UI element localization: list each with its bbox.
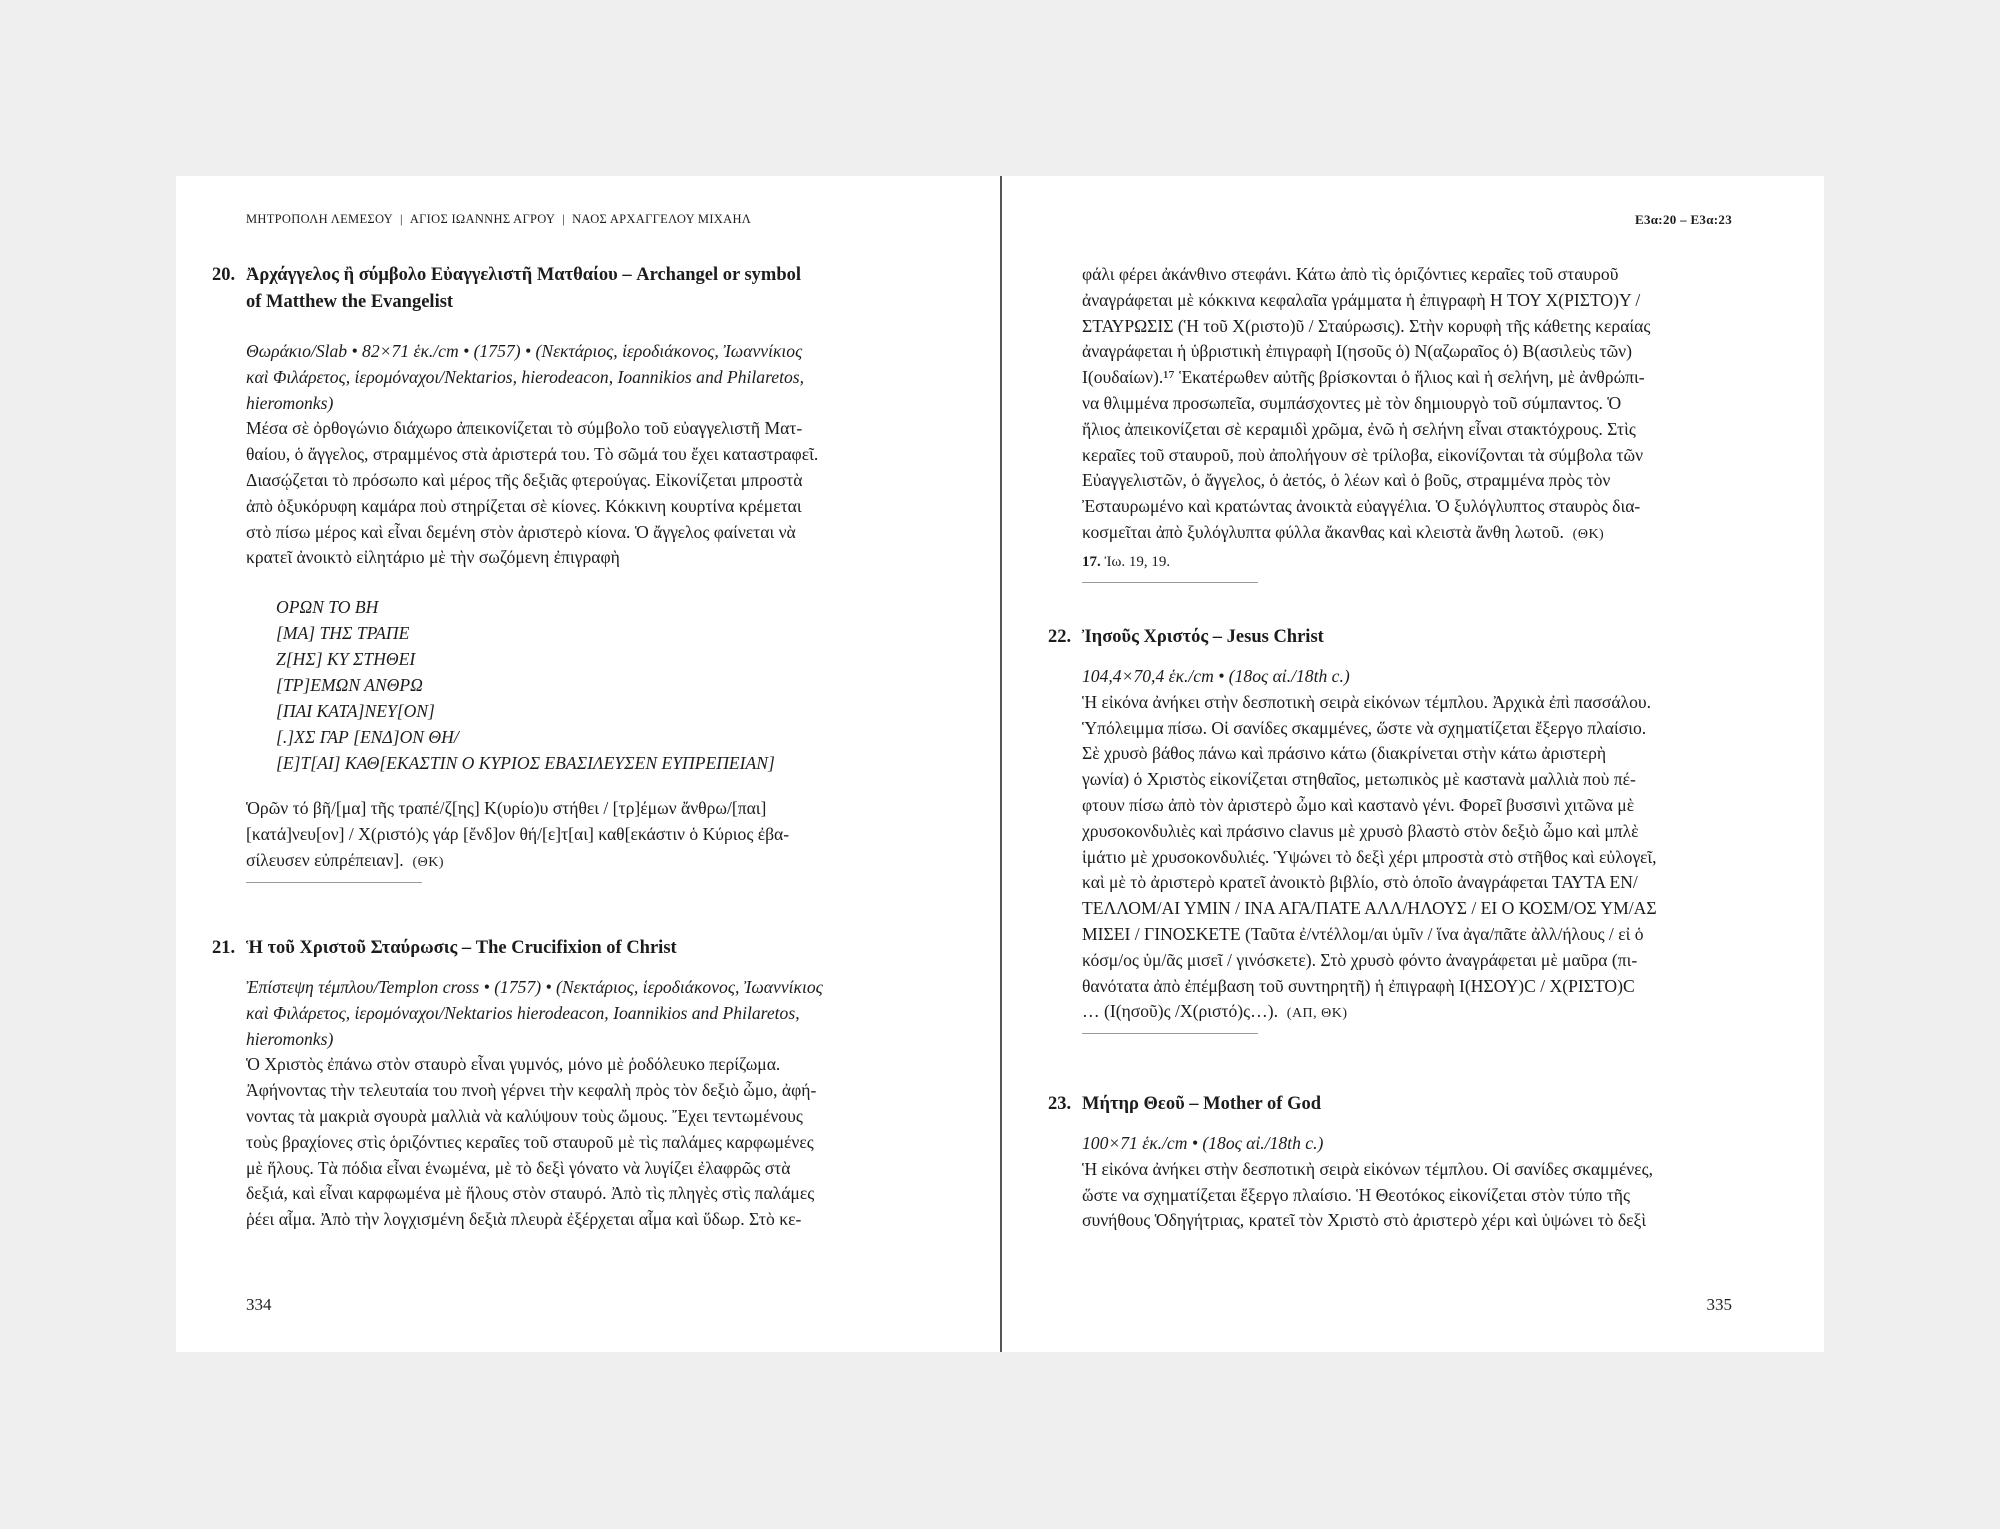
entry-body [1082, 1157, 1732, 1234]
body-line: Ἐσταυρωμένο καὶ κρατώντας ἀνοικτὰ εὐαγγέλια. Ὁ ξυλόγλυπτος σταυρὸς δια- [1082, 496, 1641, 517]
running-head-part: ΑΓΙΟΣ ΙΩΑΝΝΗΣ ΑΓΡΟΥ [409, 212, 556, 226]
body-line: καὶ μὲ τὸ ἀριστερὸ κρατεῖ ἀνοικτὸ βιβλίο, στὸ ὁποῖο ἀναγράφεται ΤΑΥΤΑ ΕΝ/ [1082, 872, 1638, 893]
footnote-text: Ἰω. 19, 19. [1104, 553, 1171, 570]
entry-number: 20. [212, 265, 236, 285]
entry-meta: 100×71 ἑκ./cm • (18ος αἰ./18th c.) [1082, 1133, 1324, 1153]
entry-number: 21. [212, 938, 236, 958]
entry-title [1048, 624, 1732, 651]
body-line: μὲ ἥλους. Τὰ πόδια εἶναι ἑνωμένα, μὲ τὸ δεξὶ γόνατο νὰ λυγίζει ἐλαφρῶς στὰ [246, 1157, 791, 1178]
reading-line: [κατά]νευ[ον] / Χ(ριστό)ς γάρ [ἔνδ]ον θή/[ε]τ[αι] καθ[εκάστιν ὁ Κύριος ἐβα- [246, 823, 790, 844]
entry-meta [246, 339, 962, 416]
body-line: ἀπὸ ὀξυκόρυφη καμάρα ποὺ στηρίζεται σὲ κίονες. Κόκκινη κουρτίνα κρέμεται [246, 495, 802, 516]
inscription-line: [ΜΑ] ΤΗΣ ΤΡΑΠΕ [276, 623, 410, 644]
body-line: δεξιά, καὶ εἶναι καρφωμένα μὲ ἥλους στὸν σταυρό. Ἀπὸ τὶς πληγὲς στὶς παλάμες [246, 1183, 815, 1204]
section-rule [1082, 1033, 1258, 1034]
right-page [1002, 176, 1824, 1352]
section-rule [246, 882, 422, 883]
author-initials: (ΑΠ, ΘΚ) [1286, 1006, 1348, 1022]
running-head-separator: | [400, 212, 403, 226]
body-line: κεραῖες τοῦ σταυροῦ, ποὺ ἀπολήγουν σὲ τρίλοβα, εἰκονίζονται τὰ σύμβολα τῶν [1082, 444, 1644, 465]
inscription-reading [246, 796, 962, 875]
footnote [1082, 550, 1732, 576]
entry-title [212, 262, 962, 316]
body-line: Ἀφήνοντας τὴν τελευταία του πνοὴ γέρνει τὴν κεφαλὴ πρὸς τὸν δεξιὸ ὦμο, ἀφή- [246, 1080, 817, 1101]
body-line: Εὐαγγελιστῶν, ὁ ἄγγελος, ὁ ἀετός, ὁ λέων καὶ ὁ βοῦς, στραμμένα πρὸς τὸν [1082, 470, 1611, 491]
page-number: 334 [246, 1295, 272, 1314]
body-line: γωνία) ὁ Χριστὸς εἰκονίζεται στηθαῖος, μετωπικὸς μὲ καστανὰ μαλλιὰ ποὺ πέ- [1082, 769, 1636, 790]
meta-line: καὶ Φιλάρετος, ἱερομόναχοι/Nektarios, hierodeacon, Ioannikios and Philaretos, [246, 366, 804, 387]
inscription-line: ΟΡΩΝ ΤΟ ΒΗ [276, 597, 379, 618]
entry-title [1048, 1091, 1732, 1118]
inscription-line: [ΤΡ]ΕΜΩΝ ΑΝΘΡΩ [276, 675, 423, 696]
body-line: Ὁ Χριστὸς ἐπάνω στὸν σταυρὸ εἶναι γυμνός, μόνο μὲ ῥοδόλευκο περίζωμα. [246, 1054, 781, 1075]
entry-21 [212, 935, 962, 1233]
entry-21-continued [1082, 262, 1732, 583]
inscription-line: Ζ[ΗΣ] ΚΥ ΣΤΗΘΕΙ [276, 649, 416, 670]
body-line: να θλιμμένα προσωπεῖα, συμπάσχοντες μὲ τὸν δημιουργὸ τοῦ σύμπαντος. Ὁ [1082, 392, 1622, 413]
body-line: Ὑπόλειμμα πίσω. Οἱ σανίδες σκαμμένες, ὥστε νὰ σχηματίζεται ἔξεργο πλαίσιο. [1082, 717, 1647, 738]
entry-title-line: Ἡ τοῦ Χριστοῦ Σταύρωσις – The Crucifixion of Christ [246, 938, 677, 958]
left-page [176, 176, 1000, 1352]
body-line: ΣΤΑΥΡΩΣΙΣ (Ἡ τοῦ Χ(ριστο)ῦ / Σταύρωσις). Στὴν κορυφὴ τῆς κάθετης κεραίας [1082, 315, 1651, 336]
footnote-number: 17. [1082, 553, 1101, 570]
running-head-right: Ε3α:20 – Ε3α:23 [1634, 212, 1732, 227]
entry-22 [1048, 624, 1732, 1034]
body-line: κοσμεῖται ἀπὸ ξυλόγλυπτα φύλλα ἄκανθας καὶ κλειστὰ ἄνθη λωτοῦ. (ΘΚ) [1082, 521, 1605, 542]
page-number: 335 [1706, 1295, 1732, 1314]
running-head-part: ΝΑΟΣ ΑΡΧΑΓΓΕΛΟΥ ΜΙΧΑΗΛ [572, 212, 752, 226]
body-line: Ἡ εἰκόνα ἀνήκει στὴν δεσποτικὴ σειρὰ εἰκόνων τέμπλου. Οἱ σανίδες σκαμμένες, [1082, 1158, 1654, 1179]
meta-line: hieromonks) [246, 392, 334, 413]
body-line: ὥστε να σχηματίζεται ἔξεργο πλαίσιο. Ἡ Θεοτόκος εἰκονίζεται στὸν τύπο τῆς [1082, 1184, 1630, 1205]
entry-body [246, 1052, 962, 1233]
body-line: χρυσοκονδυλιὲς καὶ πράσινο clavus μὲ χρυσὸ βλαστὸ στὸν δεξιὸ ὦμο καὶ μπλὲ [1082, 820, 1639, 841]
body-line: φάλι φέρει ἀκάνθινο στεφάνι. Κάτω ἀπὸ τὶς ὁριζόντιες κεραῖες τοῦ σταυροῦ [1082, 264, 1619, 284]
body-line: κόσμ/ος ὑμ/ᾶς μισεῖ / γινόσκετε). Στὸ χρυσὸ φόντο ἀναγράφεται μὲ μαῦρα (πι- [1082, 949, 1638, 970]
entry-meta [246, 975, 962, 1052]
body-line: συνήθους Ὁδηγήτριας, κρατεῖ τὸν Χριστὸ στὸ ἀριστερὸ χέρι καὶ ὑψώνει τὸ δεξὶ [1082, 1210, 1647, 1231]
entry-number: 22. [1048, 627, 1072, 647]
meta-line: Ἐπίστεψη τέμπλου/Templon cross • (1757) • (Νεκτάριος, ἱεροδιάκονος, Ἰωαννίκιος [246, 977, 823, 997]
body-line: ἀναγράφεται ἡ ὑβριστικὴ ἐπιγραφὴ Ι(ησοῦς ὁ) Ν(αζωραῖος ὁ) Β(ασιλεὺς τῶν) [1082, 341, 1632, 362]
entry-title-line: Μήτηρ Θεοῦ – Mother of God [1082, 1094, 1322, 1114]
entry-title-line: Ἀρχάγγελος ἢ σύμβολο Εὐαγγελιστῆ Ματθαίου – Archangel or symbol [246, 265, 802, 285]
body-line: τοὺς βραχίονες στὶς ὁριζόντιες κεραῖες τοῦ σταυροῦ μὲ τὶς παλάμες καρφωμένες [246, 1131, 814, 1152]
reading-line: Ὁρῶν τό βῆ/[μα] τῆς τραπέ/ζ[ης] Κ(υρίο)υ στήθει / [τρ]έμων ἄνθρω/[παι] [246, 798, 767, 819]
author-initials: (ΘΚ) [1572, 526, 1605, 542]
author-initials: (ΘΚ) [412, 854, 445, 870]
entry-title-line: of Matthew the Evangelist [246, 292, 454, 312]
body-line: … (Ι(ησοῦ)ς /Χ(ριστό)ς…). (ΑΠ, ΘΚ) [1082, 1001, 1348, 1022]
running-head-left [246, 212, 751, 227]
inscription-line: [.]ΧΣ ΓΑΡ [ΕΝΔ]ΟΝ ΘΗ/ [276, 727, 459, 748]
body-line: ΤΕΛΛΟΜ/ΑΙ ΥΜΙΝ / ΙΝΑ ΑΓΑ/ΠΑΤΕ ΑΛΛ/ΗΛΟΥΣ / ΕΙ Ο ΚΟΣΜ/ΟΣ ΥΜ/ΑΣ [1082, 898, 1657, 919]
body-line: Διασῴζεται τὸ πρόσωπο καὶ μέρος τῆς δεξιᾶς φτερούγας. Εἰκονίζεται μπροστὰ [246, 469, 803, 490]
body-line: Ἡ εἰκόνα ἀνήκει στὴν δεσποτικὴ σειρὰ εἰκόνων τέμπλου. Ἀρχικὰ ἐπὶ πασσάλου. [1082, 691, 1651, 712]
meta-line: hieromonks) [246, 1028, 334, 1049]
running-head-separator: | [562, 212, 566, 226]
entry-20 [212, 262, 962, 883]
entry-meta: 104,4×70,4 ἑκ./cm • (18ος αἰ./18th c.) [1082, 666, 1350, 686]
body-line: ἥλιος ἀπεικονίζεται σὲ κεραμιδὶ χρῶμα, ἐνῶ ἡ σελήνη εἶναι στακτόχρους. Στὶς [1082, 418, 1636, 439]
entry-title [212, 935, 962, 962]
reading-line: σίλευσεν εὐπρέπειαν]. (ΘΚ) [246, 849, 445, 870]
body-line: νοντας τὰ μακριὰ σγουρὰ μαλλιὰ νὰ καλύψουν τοὺς ὤμους. Ἔχει τεντωμένους [246, 1105, 803, 1126]
inscription-line: [ΠΑΙ ΚΑΤΑ]ΝΕΥ[ΟΝ] [276, 701, 435, 722]
body-line: Σὲ χρυσὸ βάθος πάνω καὶ πράσινο κάτω (διακρίνεται στὴν κάτω ἀριστερὴ [1082, 743, 1607, 764]
body-line: ῥέει αἷμα. Ἀπὸ τὴν λογχισμένη δεξιὰ πλευρὰ ἐξέρχεται αἷμα καὶ ὕδωρ. Στὸ κε- [246, 1209, 802, 1230]
body-line: Ι(ουδαίων).¹⁷ Ἑκατέρωθεν αὐτῆς βρίσκονται ὁ ἥλιος καὶ ἡ σελήνη, μὲ ἀνθρώπι- [1082, 367, 1645, 388]
section-rule [1082, 582, 1258, 583]
body-line: κρατεῖ ἀνοικτὸ εἰλητάριο μὲ τὴν σωζόμενη ἐπιγραφὴ [246, 547, 620, 568]
meta-line: καὶ Φιλάρετος, ἱερομόναχοι/Nektarios hierodeacon, Ioannikios and Philaretos, [246, 1002, 800, 1023]
entry-number: 23. [1048, 1094, 1072, 1114]
body-line: ἀναγράφεται μὲ κόκκινα κεφαλαῖα γράμματα ἡ ἐπιγραφὴ Η ΤΟΥ Χ(ΡΙΣΤΟ)Υ / [1082, 289, 1641, 310]
body-line: ΜΙΣΕΙ / ΓΙΝΟΣΚΕΤΕ (Ταῦτα ἐ/ντέλλομ/αι ὑμῖν / ἵνα ἀγα/πᾶτε ἀλλ/ήλους / εἰ ὁ [1082, 923, 1644, 944]
running-head-part: ΜΗΤΡΟΠΟΛΗ ΛΕΜΕΣΟΥ [246, 212, 393, 226]
body-line: φτουν πίσω ἀπὸ τὸν ἀριστερὸ ὦμο καὶ καστανὸ γένι. Φορεῖ βυσσινὶ χιτῶνα μὲ [1082, 794, 1635, 815]
entry-body [1082, 690, 1732, 1027]
body-line: θαίου, ὁ ἄγγελος, στραμμένος στὰ ἀριστερά του. Τὸ σῶμά του ἔχει καταστραφεῖ. [246, 444, 819, 465]
body-line: Μέσα σὲ ὀρθογώνιο διάχωρο ἀπεικονίζεται τὸ σύμβολο τοῦ εὐαγγελιστῆ Ματ- [246, 418, 803, 439]
entry-title-line: Ἰησοῦς Χριστός – Jesus Christ [1082, 627, 1324, 647]
inscription-line: [Ε]Τ[ΑΙ] ΚΑΘ[ΕΚΑΣΤΙΝ Ο ΚΥΡΙΟΣ ΕΒΑΣΙΛΕΥΣΕΝ ΕΥΠΡΕΠΕΙΑΝ] [276, 753, 775, 774]
body-line: θανότατα ἀπὸ ἐπέμβαση τοῦ συντηρητῆ) ἡ ἐπιγραφὴ Ι(ΗΣΟΥ)C / Χ(ΡΙΣΤΟ)C [1082, 975, 1635, 996]
entry-body [1082, 262, 1732, 548]
entry-23 [1048, 1091, 1732, 1234]
meta-line: Θωράκιο/Slab • 82×71 ἑκ./cm • (1757) • (Νεκτάριος, ἱεροδιάκονος, Ἰωαννίκιος [246, 341, 803, 361]
entry-body [246, 416, 962, 571]
body-line: στὸ πίσω μέρος καὶ εἶναι δεμένη στὸν ἀριστερὸ κίονα. Ὁ ἄγγελος φαίνεται νὰ [246, 521, 796, 542]
inscription-block [276, 594, 962, 776]
body-line: ἱμάτιο μὲ χρυσοκονδυλιές. Ὑψώνει τὸ δεξὶ χέρι μπροστὰ στὸ στῆθος καὶ εὐλογεῖ, [1082, 846, 1657, 867]
book-spread [176, 176, 1824, 1352]
